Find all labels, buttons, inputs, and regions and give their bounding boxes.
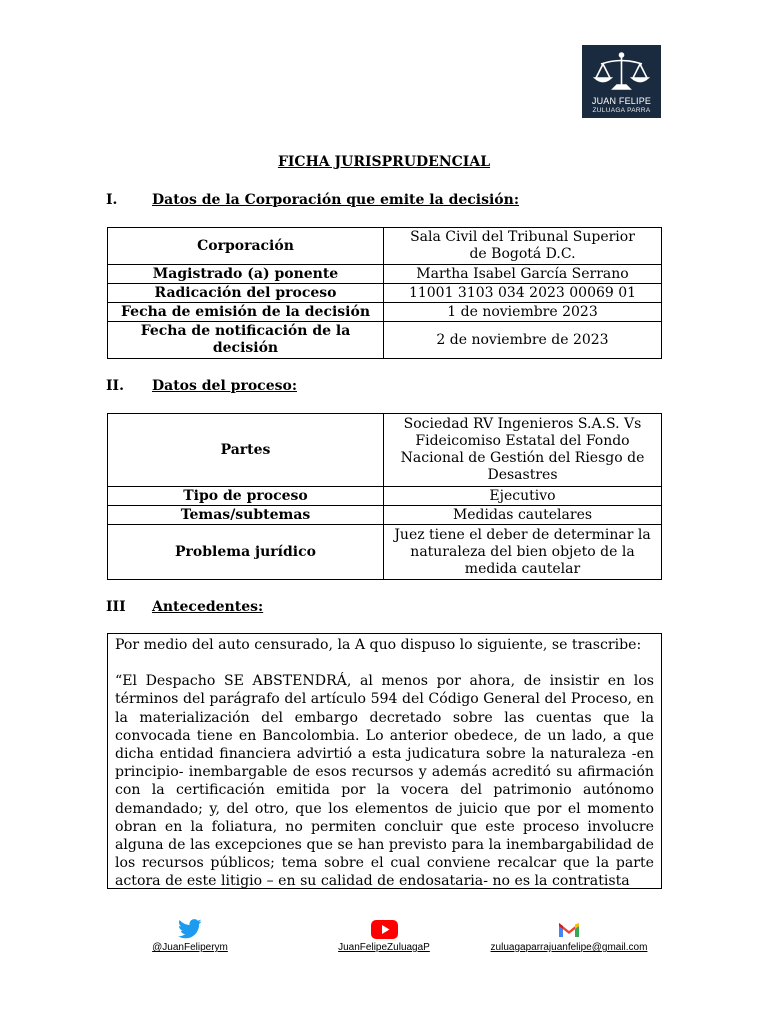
process-table	[107, 413, 662, 580]
quoted-paragraph: “El Despacho SE ABSTENDRÁ, al menos por ahora, de insistir en los términos del parágrafo del artículo 594 del Código General del Proceso, en la materialización del embargo decretado sobre las cuentas que la convocada tiene en Bancolombia. Lo anterior obedece, de un lado, a que dicha entidad financiera advirtió a esta judicatura sobre la naturaleza -en principio- inembargable de esos recursos y además acreditó su afirmación con la certificación emitida por la vocera del patrimonio autónomo demandado; y, del otro, que los elementos de juicio que por el momento obran en la foliatura, no permiten concluir que este proceso involucre alguna de las excepciones que se han previsto para la inembargabilidad de los recursos públicos; tema sobre el cual conviene recalcar que la parte actora de este litigio – en su calidad de endosataria- no es la contratista	[115, 673, 654, 889]
scales-of-justice-icon	[593, 51, 650, 93]
row-label: Partes	[108, 414, 384, 487]
section-number: II.	[106, 378, 124, 394]
section-title: Datos del proceso:	[152, 378, 297, 394]
row-value: Sala Civil del Tribunal Superior de Bogotá D.C.	[384, 228, 662, 265]
intro-paragraph: Por medio del auto censurado, la A quo dispuso lo siguiente, se trascribe:	[115, 637, 642, 653]
youtube-icon	[371, 920, 398, 939]
logo-surname: ZULUAGA PARRA	[592, 107, 651, 114]
twitter-link[interactable]	[140, 918, 240, 953]
antecedentes-box	[107, 633, 662, 889]
row-value: 11001 3103 034 2023 00069 01	[384, 284, 662, 303]
row-label: Fecha de emisión de la decisión	[108, 303, 384, 322]
table-row	[108, 284, 662, 303]
twitter-handle: @JuanFeliperym	[152, 942, 228, 953]
table-row	[108, 414, 662, 487]
section-heading-1	[106, 192, 519, 208]
twitter-icon	[178, 919, 202, 939]
table-row	[108, 525, 662, 580]
row-value: 1 de noviembre 2023	[384, 303, 662, 322]
row-label: Fecha de notificación de la decisión	[108, 322, 384, 359]
row-label: Problema jurídico	[108, 525, 384, 580]
row-label: Corporación	[108, 228, 384, 265]
table-row	[108, 228, 662, 265]
section-number: III	[106, 599, 126, 615]
row-value: Martha Isabel García Serrano	[384, 265, 662, 284]
youtube-link[interactable]	[324, 918, 444, 953]
row-label: Radicación del proceso	[108, 284, 384, 303]
row-value: 2 de noviembre de 2023	[384, 322, 662, 359]
gmail-address: zuluagaparrajuanfelipe@gmail.com	[490, 942, 648, 953]
table-row	[108, 322, 662, 359]
row-value: Juez tiene el deber de determinar la naturaleza del bien objeto de la medida cautelar	[384, 525, 662, 580]
row-label: Magistrado (a) ponente	[108, 265, 384, 284]
section-heading-2	[106, 378, 297, 394]
row-value: Sociedad RV Ingenieros S.A.S. Vs Fideicomiso Estatal del Fondo Nacional de Gestión del Riesgo de Desastres	[384, 414, 662, 487]
logo-name: JUAN FELIPE	[591, 96, 652, 106]
row-value: Medidas cautelares	[384, 506, 662, 525]
gmail-link[interactable]	[480, 918, 658, 953]
row-value: Ejecutivo	[384, 487, 662, 506]
corporation-table	[107, 227, 662, 359]
row-label: Tipo de proceso	[108, 487, 384, 506]
section-title: Datos de la Corporación que emite la decisión:	[152, 192, 519, 208]
table-row	[108, 506, 662, 525]
section-number: I.	[106, 192, 118, 208]
table-row	[108, 487, 662, 506]
youtube-handle: JuanFelipeZuluagaP	[338, 942, 430, 953]
gmail-icon	[558, 921, 580, 938]
logo	[582, 45, 661, 118]
table-row	[108, 303, 662, 322]
section-title: Antecedentes:	[152, 599, 264, 615]
document-title: FICHA JURISPRUDENCIAL	[277, 154, 491, 170]
row-label: Temas/subtemas	[108, 506, 384, 525]
section-heading-3	[106, 599, 263, 615]
table-row	[108, 265, 662, 284]
